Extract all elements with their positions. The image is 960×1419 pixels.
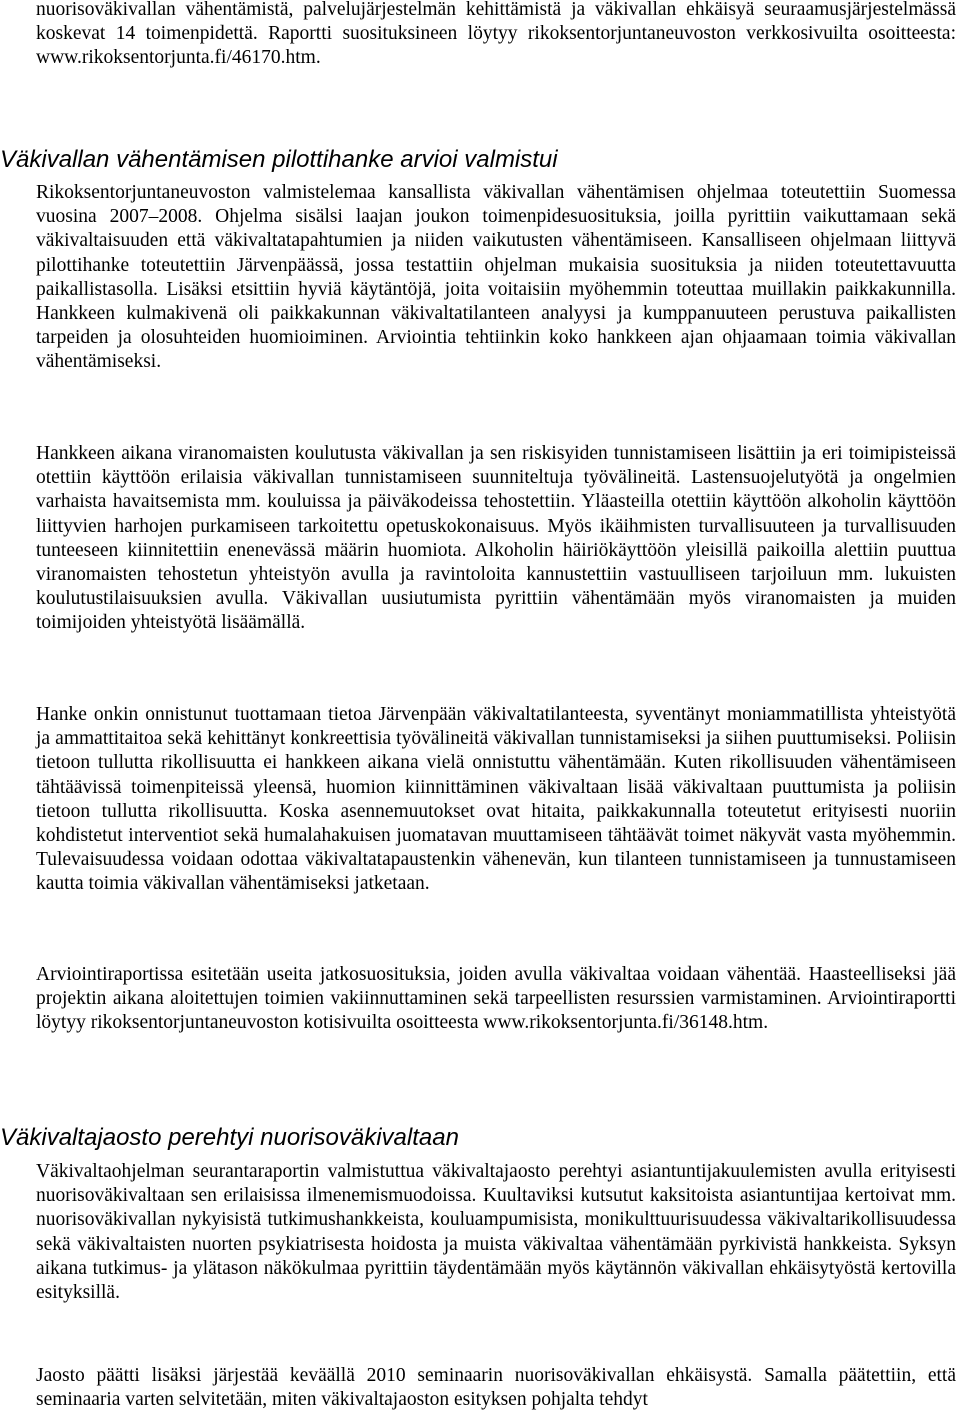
paragraph-youth-violence-hearings: Väkivaltaohjelman seurantaraportin valmistuttua väkivaltajaosto perehtyi asiantuntijakuulemisten avulla erityisesti nuorisoväkivaltaan sen erilaisissa ilmenemismuodoissa. Kuultaviksi kutsutut kaksitoista asiantuntijaa kertoivat mm. nuorisoväkivallan nykyisistä tutkimushankkeista, kouluampumisista, monikulttuurisuudessa väkivaltarikollisuudessa sekä väkivaltaisten nuorten psykiatrisesta hoidosta ja muista väkivaltaa vähentämään pyrkivistä hankkeista. Syksyn aikana tutkimus- ja ylätason näkökulmaa pyrittiin täydentämään myös käytännön väkivallan ehkäisytyöstä kertovilla esityksillä. xyxy=(36,1161,956,1304)
section-heading-youth-violence: Väkivaltajaosto perehtyi nuorisoväkivaltaan xyxy=(0,1124,459,1151)
paragraph-project-results: Hanke onkin onnistunut tuottamaan tietoa Järvenpään väkivaltatilanteesta, syventänyt moniammatillista yhteistyötä ja ammattitaitoa sekä kehittänyt konkreettisia työvälineitä väkivallan tunnistamiseksi ja siihen puuttumiseksi. Poliisin tietoon tullutta rikollisuutta ei hankkeen aikana vielä onnistuttu vähentämään. Kuten rikollisuuden vähentämiseen tähtäävissä toimenpiteissä yleensä, huomion kiinnittäminen väkivaltaan lisää väkivaltaan puuttumista ja poliisin tietoon tullutta rikollisuutta. Koska asennemuutokset ovat hitaita, paikkakunnalla toteutetut erityisesti nuoriin kohdistetut interventiot sekä humalahakuisen juomatavan muuttamiseen tähtäävät toimet näkyvät vasta myöhemmin. Tulevaisuudessa voidaan odottaa väkivaltatapaustenkin vähenevän, kun tilanteen tunnistamiseen ja tunnustamiseen kautta toimia väkivallan vähentämiseksi jatketaan. xyxy=(36,704,956,895)
intro-paragraph: nuorisoväkivallan vähentämistä, palvelujärjestelmän kehittämistä ja väkivallan ehkäisyä seuraamusjärjestelmässä koskevat 14 toimenpidettä. Raportti suosituksineen löytyy rikoksentorjuntaneuvoston verkkosivuilta osoitteesta: www.rikoksentorjunta.fi/46170.htm. xyxy=(36,0,956,69)
paragraph-seminar: Jaosto päätti lisäksi järjestää keväällä 2010 seminaarin nuorisoväkivallan ehkäisystä. Samalla päätettiin, että seminaaria varten selvitetään, miten väkivaltajaoston esityksen pohjalta tehdyt xyxy=(36,1365,956,1411)
paragraph-pilot-program: Rikoksentorjuntaneuvoston valmistelemaa kansallista väkivallan vähentämisen ohjelmaa toteutettiin Suomessa vuosina 2007–2008. Ohjelma sisälsi laajan joukon toimenpidesuosituksia, joilla pyrittiin vaikuttamaan sekä väkivaltaisuuden että väkivaltatapahtumien ja niiden vaikutusten vähentämiseen. Kansalliseen ohjelmaan liittyvä pilottihanke toteutettiin Järvenpäässä, jossa testattiin ohjelman mukaisia suosituksia ja niiden toteutettavuutta paikallistasolla. Lisäksi etsittiin hyviä käytäntöjä, joita voitaisiin myöhemmin toteuttaa muillakin paikkakunnilla. Hankkeen kulmakivenä oli paikkakunnan väkivaltatilanteen analyysi ja kumppanuuteen perustuva paikallisten tarpeiden ja olosuhteiden huomioiminen. Arviointia tehtiinkin koko hankkeen ajan ohjaamaan toimia väkivallan vähentämiseksi. xyxy=(36,182,956,373)
section-heading-pilot-evaluation: Väkivallan vähentämisen pilottihanke arvioi valmistui xyxy=(0,146,558,173)
paragraph-project-measures: Hankkeen aikana viranomaisten koulutusta väkivallan ja sen riskisyiden tunnistamiseen lisättiin ja eri toimipisteissä otettiin käyttöön erilaisia väkivallan tunnistamiseen suunniteltuja työvälineitä. Lastensuojelutyötä ja ongelmien varhaista havaitsemista mm. kouluissa ja päiväkodeissa tehostettiin. Yläasteilla otettiin käyttöön alkoholin käyttöön liittyvien harhojen purkamiseen tarkoitettu opetuskokonaisuus. Myös ikäihmisten turvallisuuteen ja turvallisuuden tunteeseen kiinnitettiin enenevässä määrin huomiota. Alkoholin häiriökäyttöön yleisillä paikoilla alettiin puuttua viranomaisten tehostetun yhteistyön avulla ja ravintoloita kannustettiin vastuulliseen tarjoiluun mm. lukuisten koulutustilaisuuksien avulla. Väkivallan uusiutumista pyrittiin vähentämään myös viranomaisten ja muiden toimijoiden yhteistyötä lisäämällä. xyxy=(36,443,956,634)
paragraph-recommendations: Arviointiraportissa esitetään useita jatkosuosituksia, joiden avulla väkivaltaa voidaan vähentää. Haasteelliseksi jää projektin aikana aloitettujen toimien vakiinnuttaminen sekä tarpeellisten resurssien varmistaminen. Arviointiraportti löytyy rikoksentorjuntaneuvoston kotisivuilta osoitteesta www.rikoksentorjunta.fi/36148.htm. xyxy=(36,964,956,1034)
